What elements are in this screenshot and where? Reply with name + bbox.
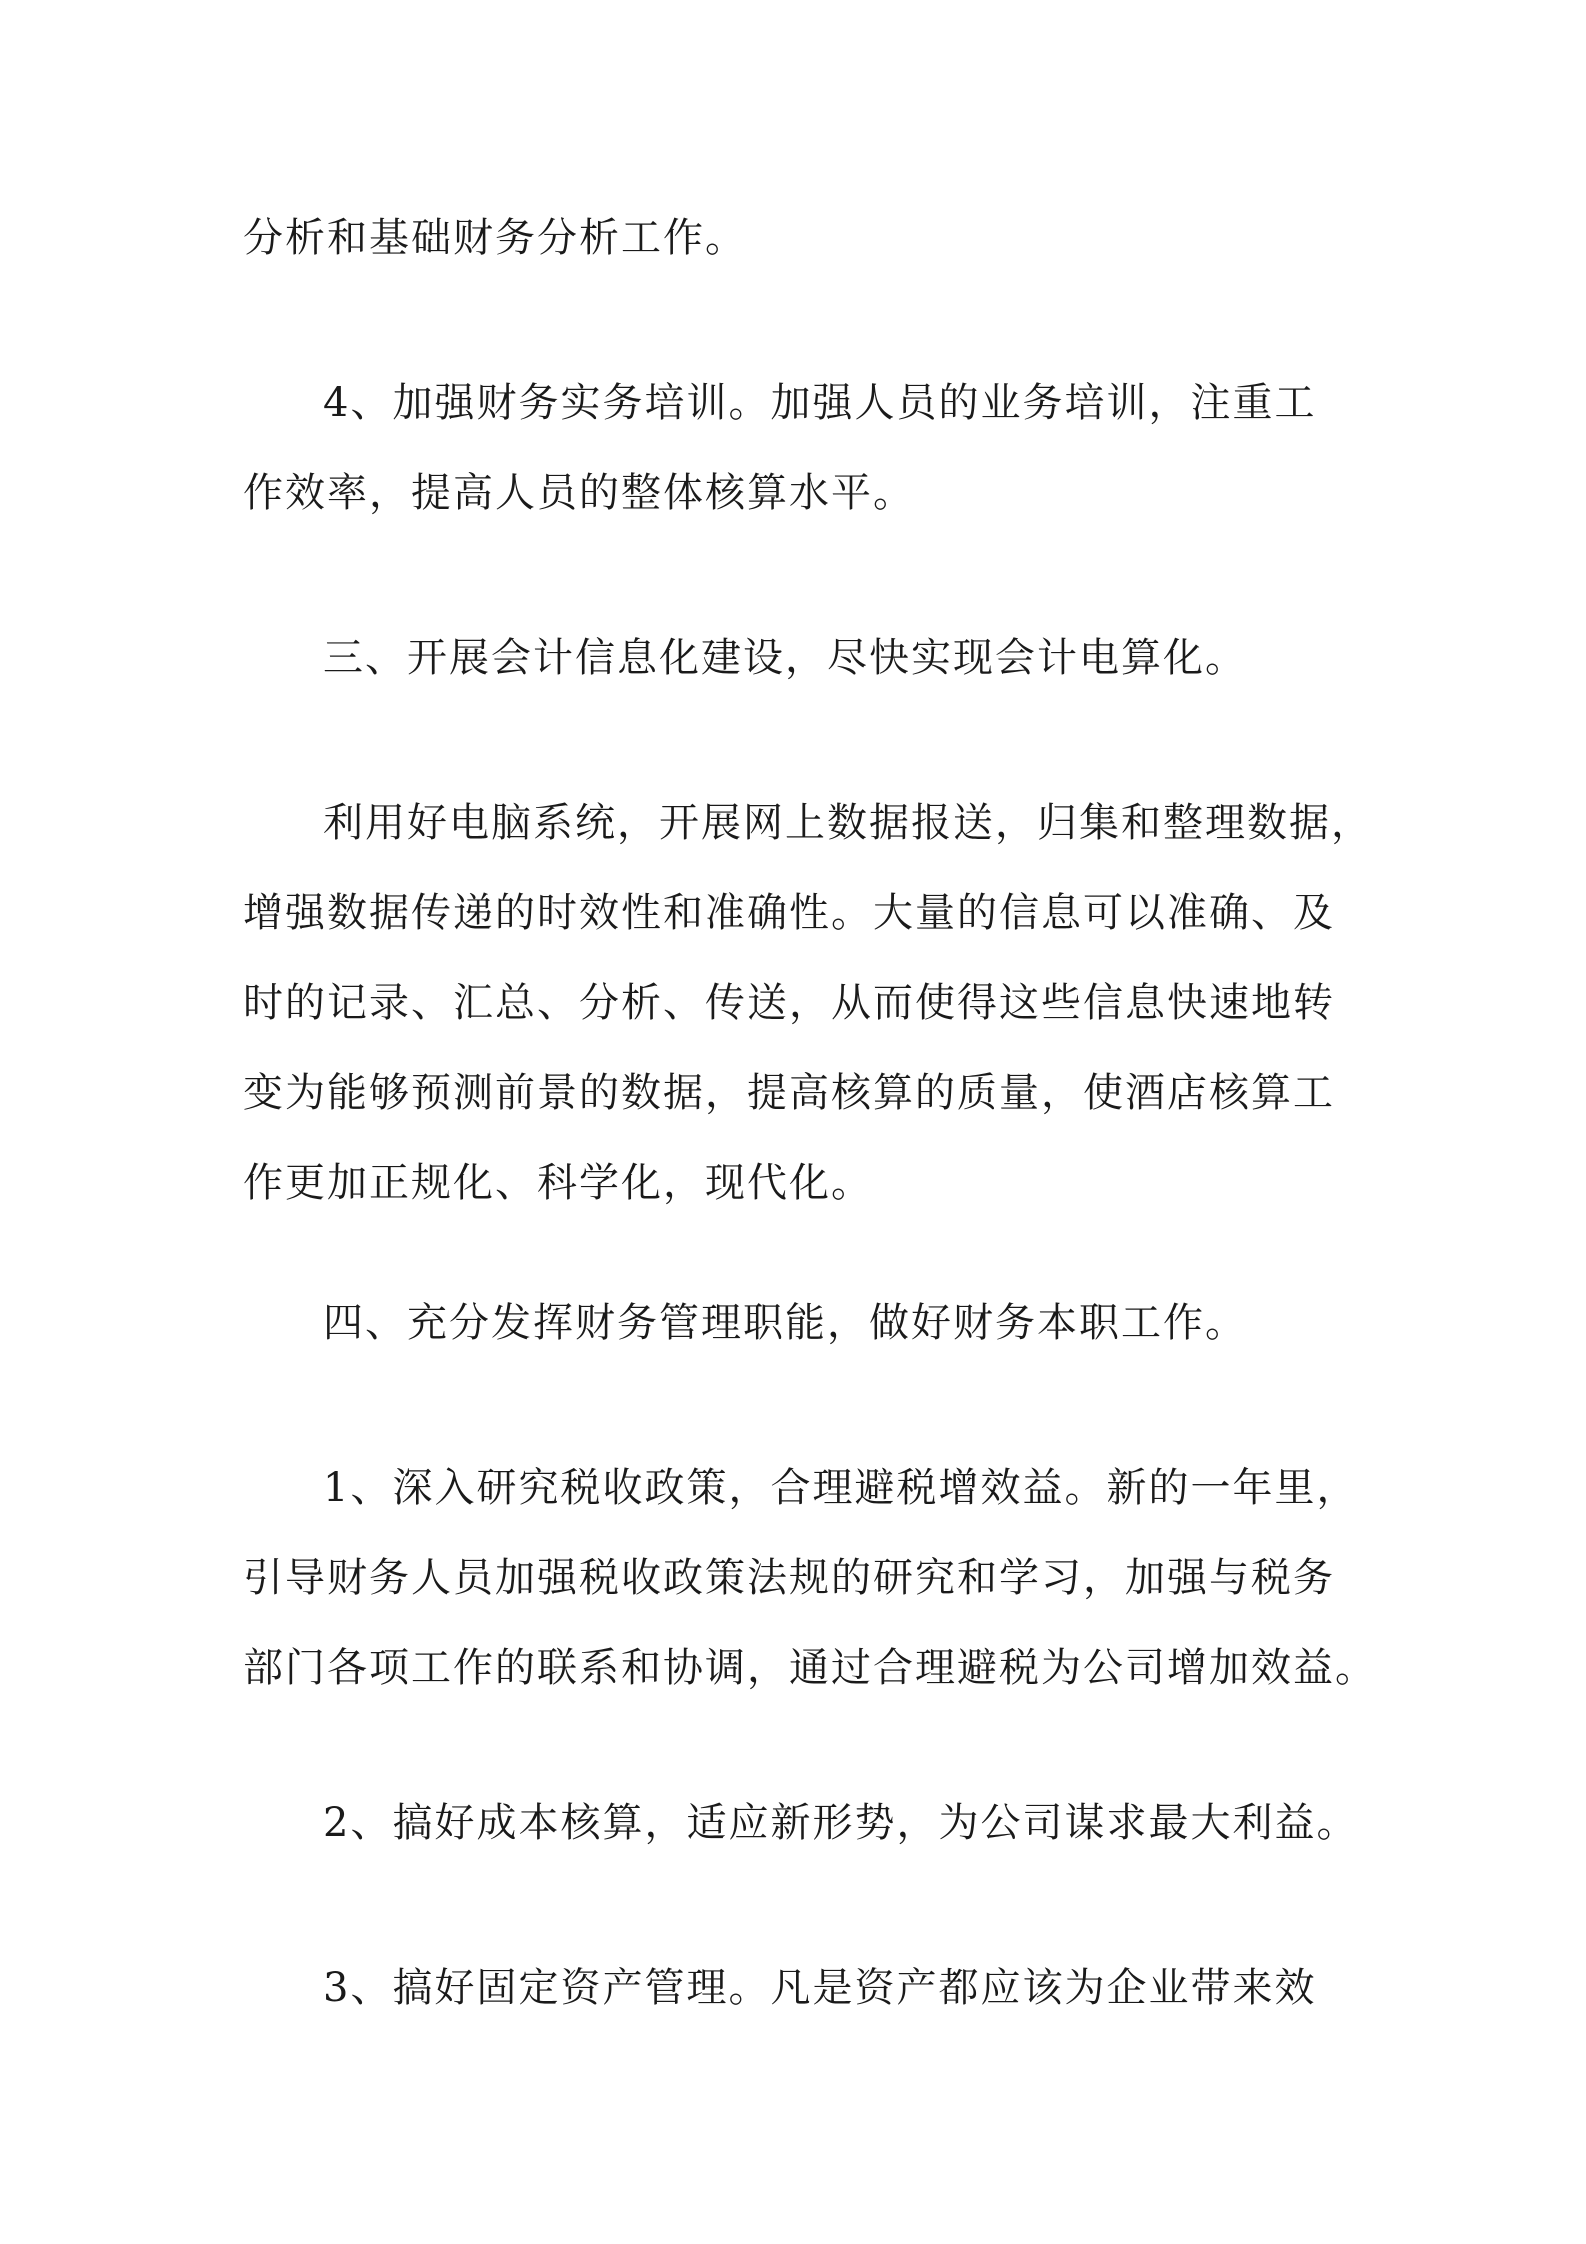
text-line: 2、搞好成本核算，适应新形势，为公司谋求最大利益。 xyxy=(323,1800,1359,1846)
text-line: 时的记录、汇总、分析、传送，从而使得这些信息快速地转 xyxy=(243,980,1335,1026)
text-line: 3、搞好固定资产管理。凡是资产都应该为企业带来效 xyxy=(323,1965,1317,2011)
text-line: 分析和基础财务分析工作。 xyxy=(243,215,747,261)
text-line: 作效率，提高人员的整体核算水平。 xyxy=(243,470,915,516)
paragraph-continuation xyxy=(243,193,1353,283)
text-line: 作更加正规化、科学化，现代化。 xyxy=(243,1160,873,1206)
text-line: 三、开展会计信息化建设，尽快实现会计电算化。 xyxy=(323,635,1247,681)
paragraph-computerization xyxy=(243,778,1373,1228)
paragraph-item-2-cost xyxy=(243,1778,1359,1868)
text-line: 变为能够预测前景的数据，提高核算的质量，使酒店核算工 xyxy=(243,1070,1335,1116)
section-heading-3 xyxy=(243,613,1353,703)
text-line: 增强数据传递的时效性和准确性。大量的信息可以准确、及 xyxy=(243,890,1335,936)
section-heading-4 xyxy=(243,1278,1353,1368)
text-line: 四、充分发挥财务管理职能，做好财务本职工作。 xyxy=(323,1300,1247,1346)
text-line: 部门各项工作的联系和协调，通过合理避税为公司增加效益。 xyxy=(243,1645,1377,1691)
paragraph-item-3-assets xyxy=(243,1943,1353,2033)
paragraph-item-1-tax xyxy=(243,1443,1377,1713)
text-line: 1、深入研究税收政策，合理避税增效益。新的一年里， xyxy=(323,1465,1359,1511)
text-line: 4、加强财务实务培训。加强人员的业务培训，注重工 xyxy=(323,380,1317,426)
text-line: 引导财务人员加强税收政策法规的研究和学习，加强与税务 xyxy=(243,1555,1335,1601)
text-line: 利用好电脑系统，开展网上数据报送，归集和整理数据， xyxy=(323,800,1373,846)
paragraph-item-4-training xyxy=(243,358,1353,538)
